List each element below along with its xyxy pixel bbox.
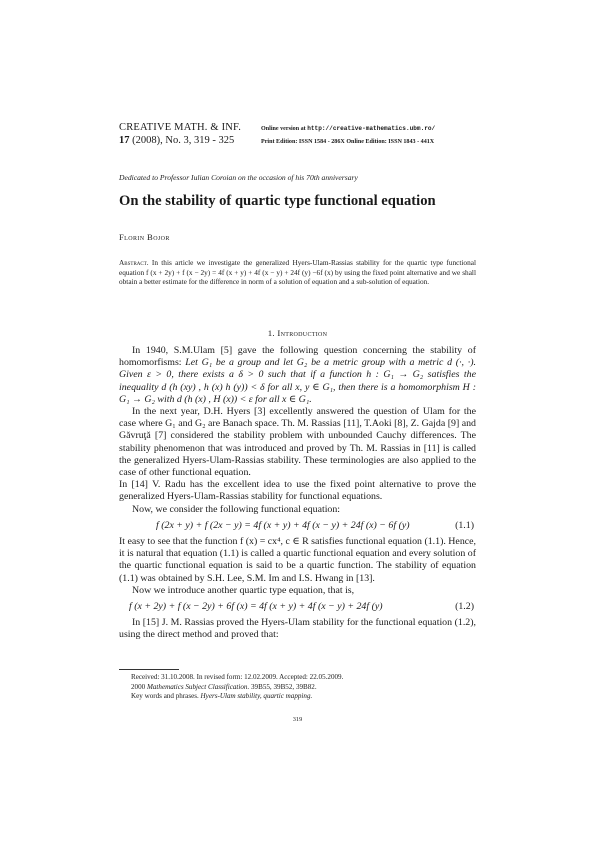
page-number: 319	[292, 716, 303, 723]
keywords-text: Hyers-Ulam stability, quartic mapping.	[200, 692, 313, 701]
equation-number: (1.1)	[455, 519, 474, 531]
journal-name: CREATIVE MATH. & INF.	[119, 122, 242, 133]
equation-1-1	[119, 520, 476, 532]
issue-info: (2008), No. 3, 319 - 325	[129, 135, 235, 146]
paragraph: In the next year, D.H. Hyers [3] excellently answered the question of Ulam for the case where G₁ and G₂ are Banach space. Th. M. Rassias [11], T.Aoki [8], Z. Gajda [9] and Găvruţă [7] considered the stability problem with unbounded Cauchy differences. The stability phenomenon that was introduced and proved by Th. M. Rassias in [11] is called the generalized Hyers-Ulam-Rassias stability. These terminologies are also applied to the case of other functional equation.	[119, 406, 476, 479]
received-dates: Received: 31.10.2008. In revised form: 12.02.2009. Accepted: 22.05.2009.	[131, 673, 344, 681]
paragraph-text: In 1940, S.M.Ulam [5] gave the following question concerning the stability of homomorfisms:	[119, 345, 476, 369]
paragraph: Now we introduce another quartic type equation, that is,	[132, 584, 355, 596]
keywords-label: Key words and phrases.	[131, 692, 201, 701]
paragraph: Now, we consider the following functional equation:	[132, 503, 341, 515]
equation-expression: f (x + 2y) + f (x − 2y) + 6f (x) = 4f (x + y) + 4f (x − y) + 24f (y)	[129, 601, 383, 613]
online-url: http://creative-mathematics.ubm.ro/	[307, 125, 436, 132]
msc-label: Mathematics Subject Classification.	[146, 682, 250, 691]
abstract-text: In this article we investigate the generalized Hyers-Ulam-Rassias stability for the quartic type functional equation f (x + 2y) + f (x − 2y) = 4f (x + y) + 4f (x − y) + 24f (y) −6f (x) by using the fixed point alternative and we shall obtain a better estimate for the difference in norm of a solution of equation and a sub-solution of equation.	[119, 258, 476, 287]
dedication: Dedicated to Professor Iulian Coroian on the occasion of his 70th anniversary	[119, 173, 358, 182]
paper-title: On the stability of quartic type functional equation	[119, 193, 436, 209]
footnote-rule	[119, 669, 179, 670]
journal-header	[119, 121, 476, 147]
section-heading: 1. Introduction	[267, 328, 328, 338]
paragraph: In [15] J. M. Rassias proved the Hyers-Ulam stability for the functional equation (1.2), using the direct method and proved that:	[119, 617, 476, 641]
paragraph: It easy to see that the function f (x) = cx⁴, c ∈ R satisfies functional equation (1.1). Hence, it is natural that equation (1.1) is called a quartic functional equation and every solution of the quartic functional equation is said to be a quartic function. The stability of equation (1.1) was obtained by S.H. Lee, S.M. Im and I.S. Hwang in [13].	[119, 536, 476, 584]
abstract	[119, 258, 476, 287]
equation-expression: f (2x + y) + f (2x − y) = 4f (x + y) + 4f (x − y) + 24f (x) − 6f (y)	[156, 519, 410, 531]
footnotes	[131, 673, 343, 702]
journal-online-info	[261, 122, 435, 149]
msc-codes: 39B55, 39B52, 39B82.	[249, 682, 317, 691]
body-text	[119, 345, 476, 642]
author-name: Florin Bojor	[119, 232, 170, 242]
abstract-label: Abstract.	[119, 258, 149, 267]
ulam-question: Let G₁ be a group and let G₂ be a metric group with a metric d (·, ·). Given ε > 0, there exists a δ > 0 such that if a function h : G₁ → G₂ satisfies the inequality d (h (xy) , h (x) h (y)) < δ for all x, y ∈ G₁, then there is a homomorphism H : G₁ → G₂ with d (h (x) , H (x)) < ε for all x ∈ G₁.	[119, 357, 476, 405]
paragraph: In [14] V. Radu has the excellent idea to use the fixed point alternative to prove the generalized Hyers-Ulam-Rassias stability for functional equations.	[119, 479, 476, 503]
online-label: Online version at	[261, 126, 308, 132]
msc-classification	[131, 683, 343, 693]
print-info: Print Edition: ISSN 1584 - 286X Online Edition: ISSN 1843 - 441X	[261, 139, 435, 145]
msc-year: 2000	[131, 682, 147, 691]
journal-volume: 17	[119, 135, 130, 146]
paragraph	[119, 345, 476, 406]
keywords	[131, 692, 343, 702]
equation-1-2	[119, 601, 476, 613]
equation-number: (1.2)	[455, 601, 474, 613]
